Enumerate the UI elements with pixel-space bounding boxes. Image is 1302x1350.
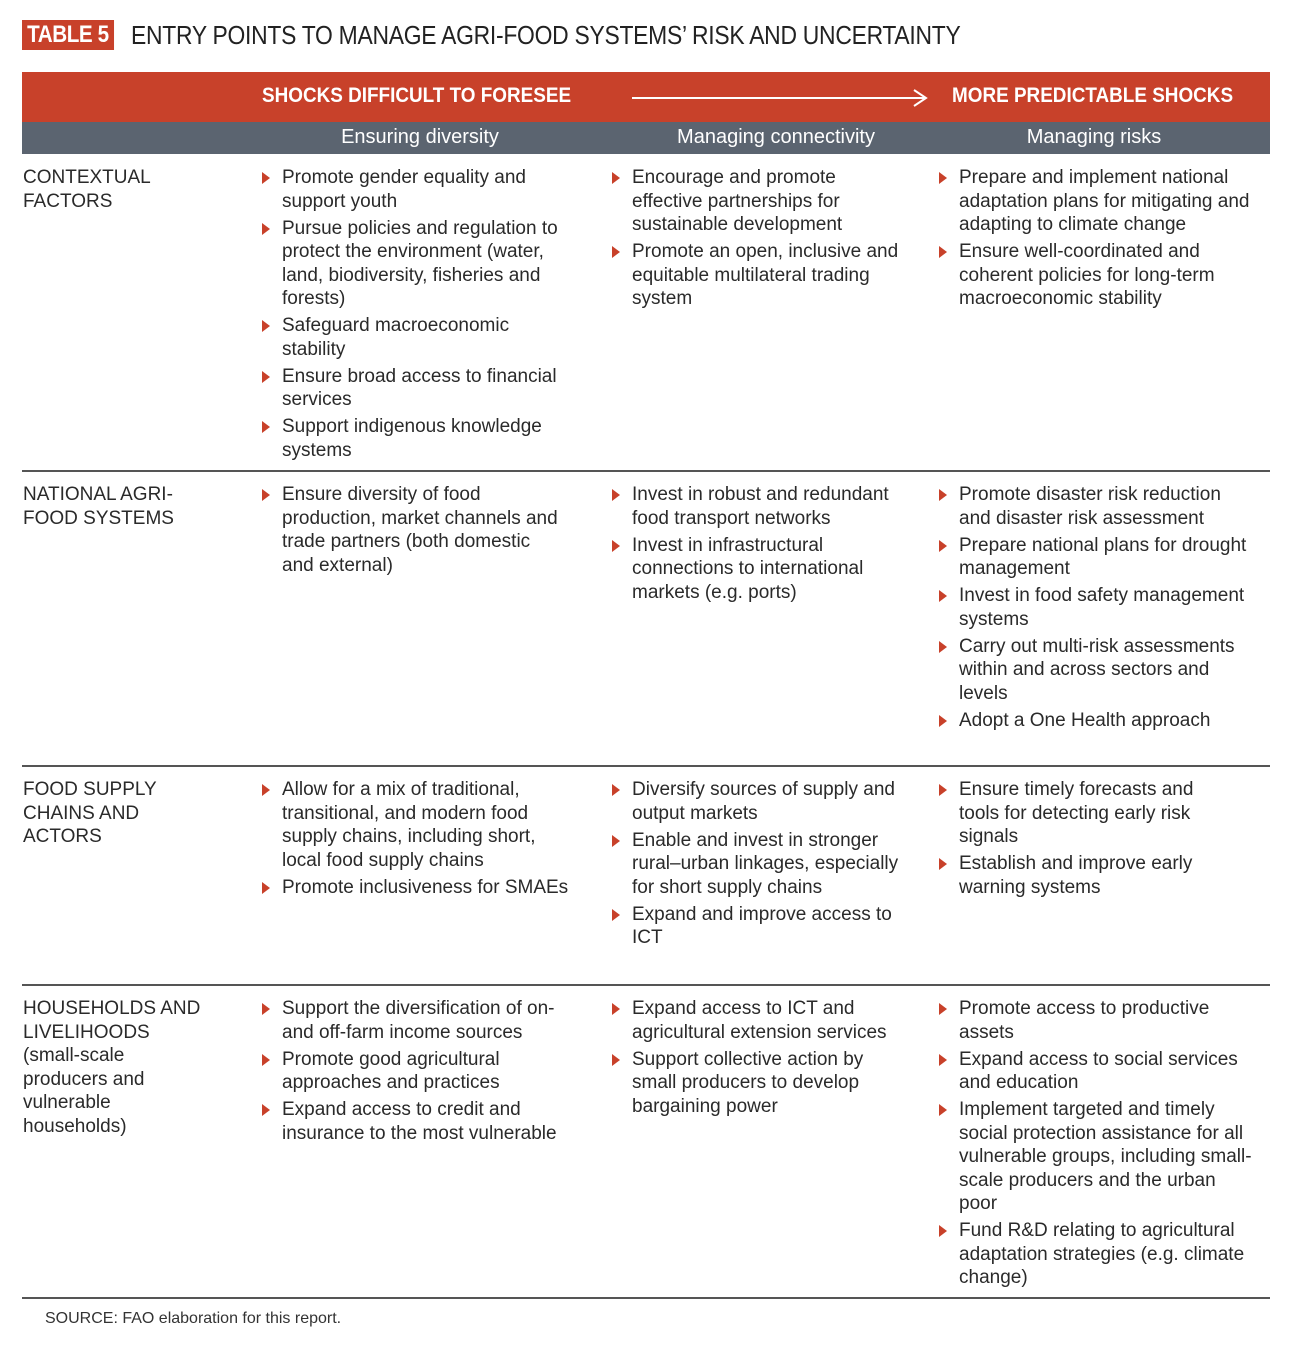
list-item: Carry out multi-risk assessments within and across sectors and levels: [937, 635, 1257, 706]
cell-supply-connectivity: [610, 778, 905, 953]
list-item: Enable and invest in stronger rural–urban linkages, especially for short supply chains: [610, 829, 905, 900]
cell-contextual-risks: [937, 166, 1257, 314]
cell-national-connectivity: [610, 483, 900, 608]
cell-households-diversity: [260, 997, 565, 1149]
bullet-arrow-icon: [262, 320, 270, 332]
header-right-label: MORE PREDICTABLE SHOCKS: [952, 84, 1234, 107]
header-left-label: SHOCKS DIFFICULT TO FORESEE: [262, 84, 572, 107]
cell-households-risks: [937, 997, 1257, 1293]
row-label-food-supply-chains: [23, 778, 173, 849]
bullet-arrow-icon: [262, 1003, 270, 1015]
bullet-arrow-icon: [939, 1104, 947, 1116]
list-item: Promote an open, inclusive and equitable multilateral trading system: [610, 240, 900, 311]
row-divider: [22, 470, 1270, 472]
bullet-arrow-icon: [939, 246, 947, 258]
list-item: Expand access to credit and insurance to the most vulnerable: [260, 1098, 565, 1145]
bullet-arrow-icon: [612, 1003, 620, 1015]
cell-supply-diversity: [260, 778, 570, 903]
bullet-arrow-icon: [262, 421, 270, 433]
list-item: Establish and improve early warning systems: [937, 852, 1237, 899]
bullet-arrow-icon: [262, 1104, 270, 1116]
list-item: Invest in infrastructural connections to international markets (e.g. ports): [610, 534, 900, 605]
cell-national-diversity: [260, 483, 560, 581]
bullet-arrow-icon: [262, 882, 270, 894]
cell-households-connectivity: [610, 997, 900, 1122]
bullet-arrow-icon: [939, 172, 947, 184]
bullet-arrow-icon: [939, 1003, 947, 1015]
row-label-contextual-factors: [23, 166, 223, 213]
cell-supply-risks: [937, 778, 1237, 903]
bullet-arrow-icon: [612, 489, 620, 501]
list-item: Safeguard macroeconomic stability: [260, 314, 570, 361]
bullet-arrow-icon: [262, 172, 270, 184]
list-item: Support the diversification of on- and off-farm income sources: [260, 997, 565, 1044]
list-item: Promote inclusiveness for SMAEs: [260, 876, 570, 900]
list-item: Promote disaster risk reduction and disaster risk assessment: [937, 483, 1257, 530]
cell-national-risks: [937, 483, 1257, 736]
list-item: Ensure well-coordinated and coherent policies for long-term macroeconomic stability: [937, 240, 1257, 311]
table-bottom-rule: [22, 1297, 1270, 1299]
row-divider: [22, 765, 1270, 767]
list-item: Encourage and promote effective partnerships for sustainable development: [610, 166, 900, 237]
column-header-ensuring-diversity: Ensuring diversity: [341, 126, 499, 148]
cell-contextual-connectivity: [610, 166, 900, 314]
list-item: Prepare and implement national adaptation plans for mitigating and adapting to climate change: [937, 166, 1257, 237]
bullet-arrow-icon: [939, 540, 947, 552]
list-item: Pursue policies and regulation to protect the environment (water, land, biodiversity, fisheries and forests): [260, 217, 570, 311]
bullet-arrow-icon: [612, 1054, 620, 1066]
row-label-national-agri-food-systems: [23, 483, 193, 530]
list-item: Implement targeted and timely social protection assistance for all vulnerable groups, including small-scale producers and the urban poor: [937, 1098, 1257, 1216]
list-item: Expand access to ICT and agricultural extension services: [610, 997, 900, 1044]
list-item: Allow for a mix of traditional, transitional, and modern food supply chains, including short, local food supply chains: [260, 778, 570, 872]
bullet-arrow-icon: [262, 223, 270, 235]
source-note: SOURCE: FAO elaboration for this report.: [45, 1310, 342, 1327]
row-label-text: HOUSEHOLDS AND LIVELIHOODS: [23, 998, 201, 1043]
list-item: Prepare national plans for drought management: [937, 534, 1257, 581]
bullet-arrow-icon: [262, 489, 270, 501]
list-item: Support collective action by small producers to develop bargaining power: [610, 1048, 900, 1119]
list-item: Promote gender equality and support youth: [260, 166, 570, 213]
bullet-arrow-icon: [262, 784, 270, 796]
list-item: Support indigenous knowledge systems: [260, 415, 570, 462]
bullet-arrow-icon: [612, 909, 620, 921]
table-title: ENTRY POINTS TO MANAGE AGRI-FOOD SYSTEMS’ RISK AND UNCERTAINTY: [130, 19, 961, 50]
row-label-households-livelihoods: [23, 997, 208, 1138]
row-divider: [22, 984, 1270, 986]
row-label-text: CONTEXTUAL FACTORS: [23, 167, 151, 212]
list-item: Invest in food safety management systems: [937, 584, 1257, 631]
list-item: Ensure diversity of food production, market channels and trade partners (both domestic and external): [260, 483, 560, 577]
list-item: Diversify sources of supply and output markets: [610, 778, 905, 825]
list-item: Expand access to social services and education: [937, 1048, 1257, 1095]
bullet-arrow-icon: [612, 540, 620, 552]
table-title-row: [22, 18, 1073, 52]
bullet-arrow-icon: [939, 1225, 947, 1237]
bullet-arrow-icon: [939, 590, 947, 602]
bullet-arrow-icon: [612, 172, 620, 184]
row-sublabel-text: (small-scale producers and vulnerable households): [23, 1045, 145, 1137]
list-item: Ensure broad access to financial services: [260, 365, 570, 412]
bullet-arrow-icon: [612, 784, 620, 796]
bullet-arrow-icon: [262, 1054, 270, 1066]
bullet-arrow-icon: [939, 715, 947, 727]
cell-contextual-diversity: [260, 166, 570, 466]
row-label-text: FOOD SUPPLY CHAINS AND ACTORS: [23, 779, 157, 847]
list-item: Invest in robust and redundant food transport networks: [610, 483, 900, 530]
column-header-band: [22, 122, 1270, 154]
row-label-text: NATIONAL AGRI-FOOD SYSTEMS: [23, 484, 174, 529]
list-item: Promote access to productive assets: [937, 997, 1257, 1044]
right-arrow-icon: [632, 86, 932, 110]
column-header-managing-risks: Managing risks: [1026, 126, 1162, 148]
bullet-arrow-icon: [939, 1054, 947, 1066]
bullet-arrow-icon: [612, 246, 620, 258]
list-item: Promote good agricultural approaches and practices: [260, 1048, 565, 1095]
bullet-arrow-icon: [939, 641, 947, 653]
bullet-arrow-icon: [939, 784, 947, 796]
bullet-arrow-icon: [612, 835, 620, 847]
list-item: Fund R&D relating to agricultural adaptation strategies (e.g. climate change): [937, 1219, 1257, 1290]
column-header-managing-connectivity: Managing connectivity: [677, 126, 875, 148]
bullet-arrow-icon: [262, 371, 270, 383]
list-item: Expand and improve access to ICT: [610, 903, 905, 950]
list-item: Adopt a One Health approach: [937, 709, 1257, 733]
list-item: Ensure timely forecasts and tools for detecting early risk signals: [937, 778, 1237, 849]
table-number-badge: TABLE 5: [22, 20, 114, 50]
shock-predictability-header: [22, 72, 1270, 122]
bullet-arrow-icon: [939, 858, 947, 870]
bullet-arrow-icon: [939, 489, 947, 501]
